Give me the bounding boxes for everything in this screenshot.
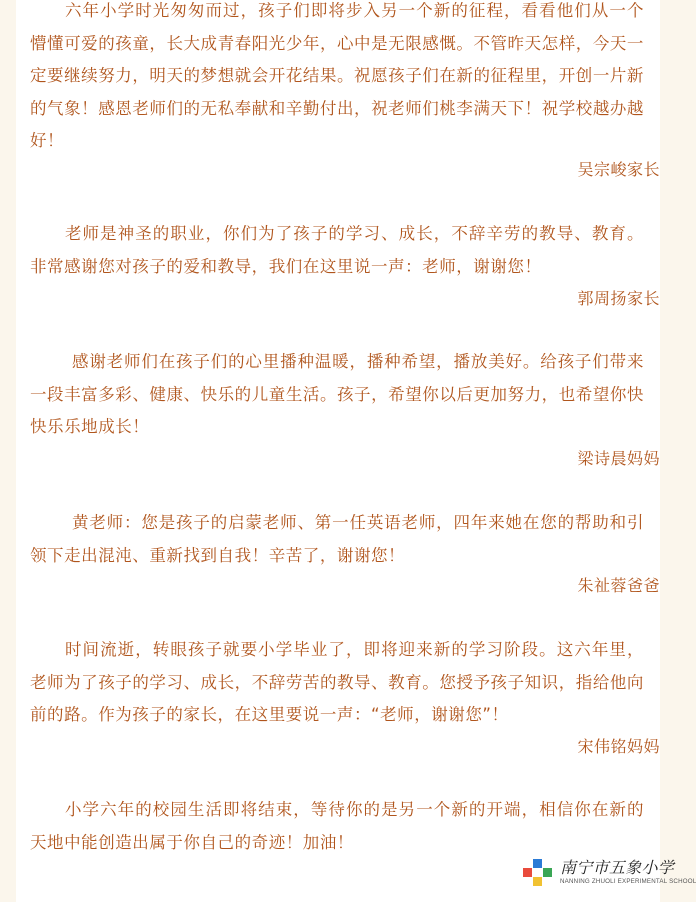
message-signature: 郭周扬家长: [577, 289, 660, 308]
message-signature: 朱祉蓉爸爸: [577, 576, 660, 595]
message-signature: 梁诗晨妈妈: [577, 449, 660, 468]
message-paragraph: 老师是神圣的职业，你们为了孩子的学习、成长，不辞辛劳的教导、教育。非常感谢您对孩子的爱和教导，我们在这里说一声：老师，谢谢您！: [30, 224, 644, 276]
message-signature: 吴宗峻家长: [577, 160, 660, 179]
message-paragraph: 小学六年的校园生活即将结束，等待你的是另一个新的开端，相信你在新的天地中能创造出属于你自己的奇迹！加油！: [30, 800, 644, 852]
school-logo: [520, 852, 696, 892]
message-paragraph: 感谢老师们在孩子们的心里播种温暖，播种希望，播放美好。给孩子们带来一段丰富多彩、健康、快乐的儿童生活。孩子，希望你以后更加努力，也希望你快快乐乐地成长！: [30, 352, 644, 436]
school-name-cn: 南宁市五象小学: [560, 858, 675, 877]
school-name-en: NANNING ZHUOLI EXPERIMENTAL SCHOOL: [560, 878, 696, 885]
message-paragraph: 六年小学时光匆匆而过，孩子们即将步入另一个新的征程，看看他们从一个懵懂可爱的孩童，长大成青春阳光少年，心中是无限感慨。不管昨天怎样，今天一定要继续努力，明天的梦想就会开花结果。祝愿孩子们在新的征程里，开创一片新的气象！感恩老师们的无私奉献和辛勤付出，祝老师们桃李满天下！祝学校越办越好！: [30, 1, 644, 150]
school-emblem-icon: [520, 854, 556, 890]
message-signature: 宋伟铭妈妈: [577, 737, 660, 756]
message-paragraph: 黄老师：您是孩子的启蒙老师、第一任英语老师，四年来她在您的帮助和引领下走出混沌、重新找到自我！辛苦了，谢谢您！: [30, 513, 644, 565]
message-paragraph: 时间流逝，转眼孩子就要小学毕业了，即将迎来新的学习阶段。这六年里，老师为了孩子的学习、成长，不辞劳苦的教导、教育。您授予孩子知识，指给他向前的路。作为孩子的家长，在这里要说一声：“老师，谢谢您”！: [30, 640, 644, 724]
